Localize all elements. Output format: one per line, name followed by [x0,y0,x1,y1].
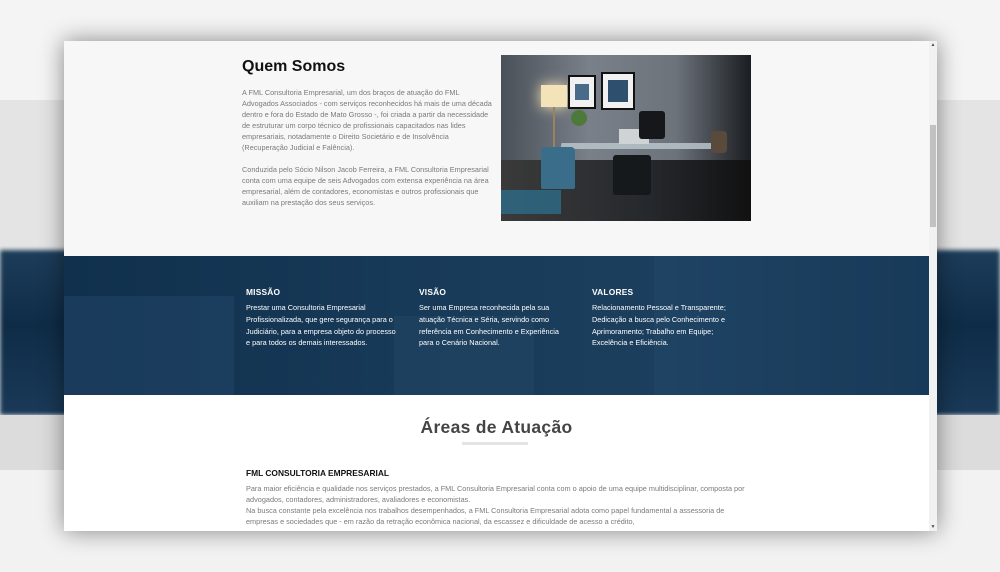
office-photo [501,55,751,221]
areas-text-line-2: Na busca constante pela excelência nos trabalhos desempenhados, a FML Consultoria Empresarial adota como papel fundamental a assessoria de empresas e sociedades que - em razão da retração econômica nacional, da escassez e dificuldade de acesso a crédito, [246,506,725,526]
mission-vision-values-band [64,256,929,395]
photo-black-chair [613,155,651,195]
areas-title: Áreas de Atuação [420,417,573,437]
photo-blue-chair [541,147,575,189]
quem-somos-title: Quem Somos [242,58,346,75]
missao-text: Prestar uma Consultoria Empresarial Profissionalizada, que gere segurança para o Judiciário, para a empresa objeto do processo e para todos os demais interessados. [246,303,396,348]
quem-somos-text [242,87,494,208]
valores-title: VALORES [592,287,634,297]
vertical-scrollbar[interactable] [929,41,937,531]
scroll-down-arrow-icon[interactable]: ▼ [930,524,936,530]
photo-office-chair [639,111,665,139]
visao-text: Ser uma Empresa reconhecida pela sua atuação Técnica e Séria, servindo como referência em Conhecimento e Experiência para o Cenário Nacional. [419,303,559,348]
popup-content [64,41,929,531]
valores-text: Relacionamento Pessoal e Transparente; Dedicação a busca pelo Conhecimento e Aprimoramento; Trabalho em Equipe; Excelência e Eficiência. [592,303,726,348]
scroll-up-arrow-icon[interactable]: ▲ [930,42,936,48]
photo-frame-left [568,75,596,109]
quem-somos-section [64,41,929,256]
page-preview-popup [64,41,937,531]
photo-lamp [541,85,567,107]
city-background-left [64,296,234,395]
photo-statue [711,131,727,153]
quem-somos-paragraph-1: A FML Consultoria Empresarial, um dos braços de atuação do FML Advogados Associados - com serviços reconhecidos há mais de uma década dentro e fora do Estado de Mato Grosso -, foi criada a partir da necessidade de estruturar um corpo técnico de profissionais capacitados nas lides empresariais, notadamente o Direito Societário e de Insolvência (Recuperação Judicial e Falência). [242,88,492,152]
areas-text-line-1: Para maior eficiência e qualidade nos serviços prestados, a FML Consultoria Empresarial conta com o apoio de uma equipe multidisciplinar, composta por advogados, contadores, administradores, avaliadores e economistas. [246,484,745,504]
missao-title: MISSÃO [246,287,281,297]
visao-title: VISÃO [419,287,447,297]
photo-lamp-stem [553,107,555,147]
visao-column [419,287,574,349]
photo-frame-right [601,72,635,110]
valores-column [592,287,747,349]
photo-plant [571,110,587,126]
scrollbar-thumb[interactable] [930,125,936,227]
areas-title-underline [462,442,528,445]
areas-text [246,483,746,527]
areas-subtitle: FML CONSULTORIA EMPRESARIAL [246,468,389,478]
photo-rug [501,190,561,214]
missao-column [246,287,401,349]
areas-de-atuacao-section [64,395,929,531]
quem-somos-paragraph-2: Conduzida pelo Sócio Nilson Jacob Ferreira, a FML Consultoria Empresarial conta com uma equipe de seis Advogados com extensa experiência na área empresarial, além de contadores, economistas e outros profissionais que auxiliam na prestação dos seus serviços. [242,165,489,207]
